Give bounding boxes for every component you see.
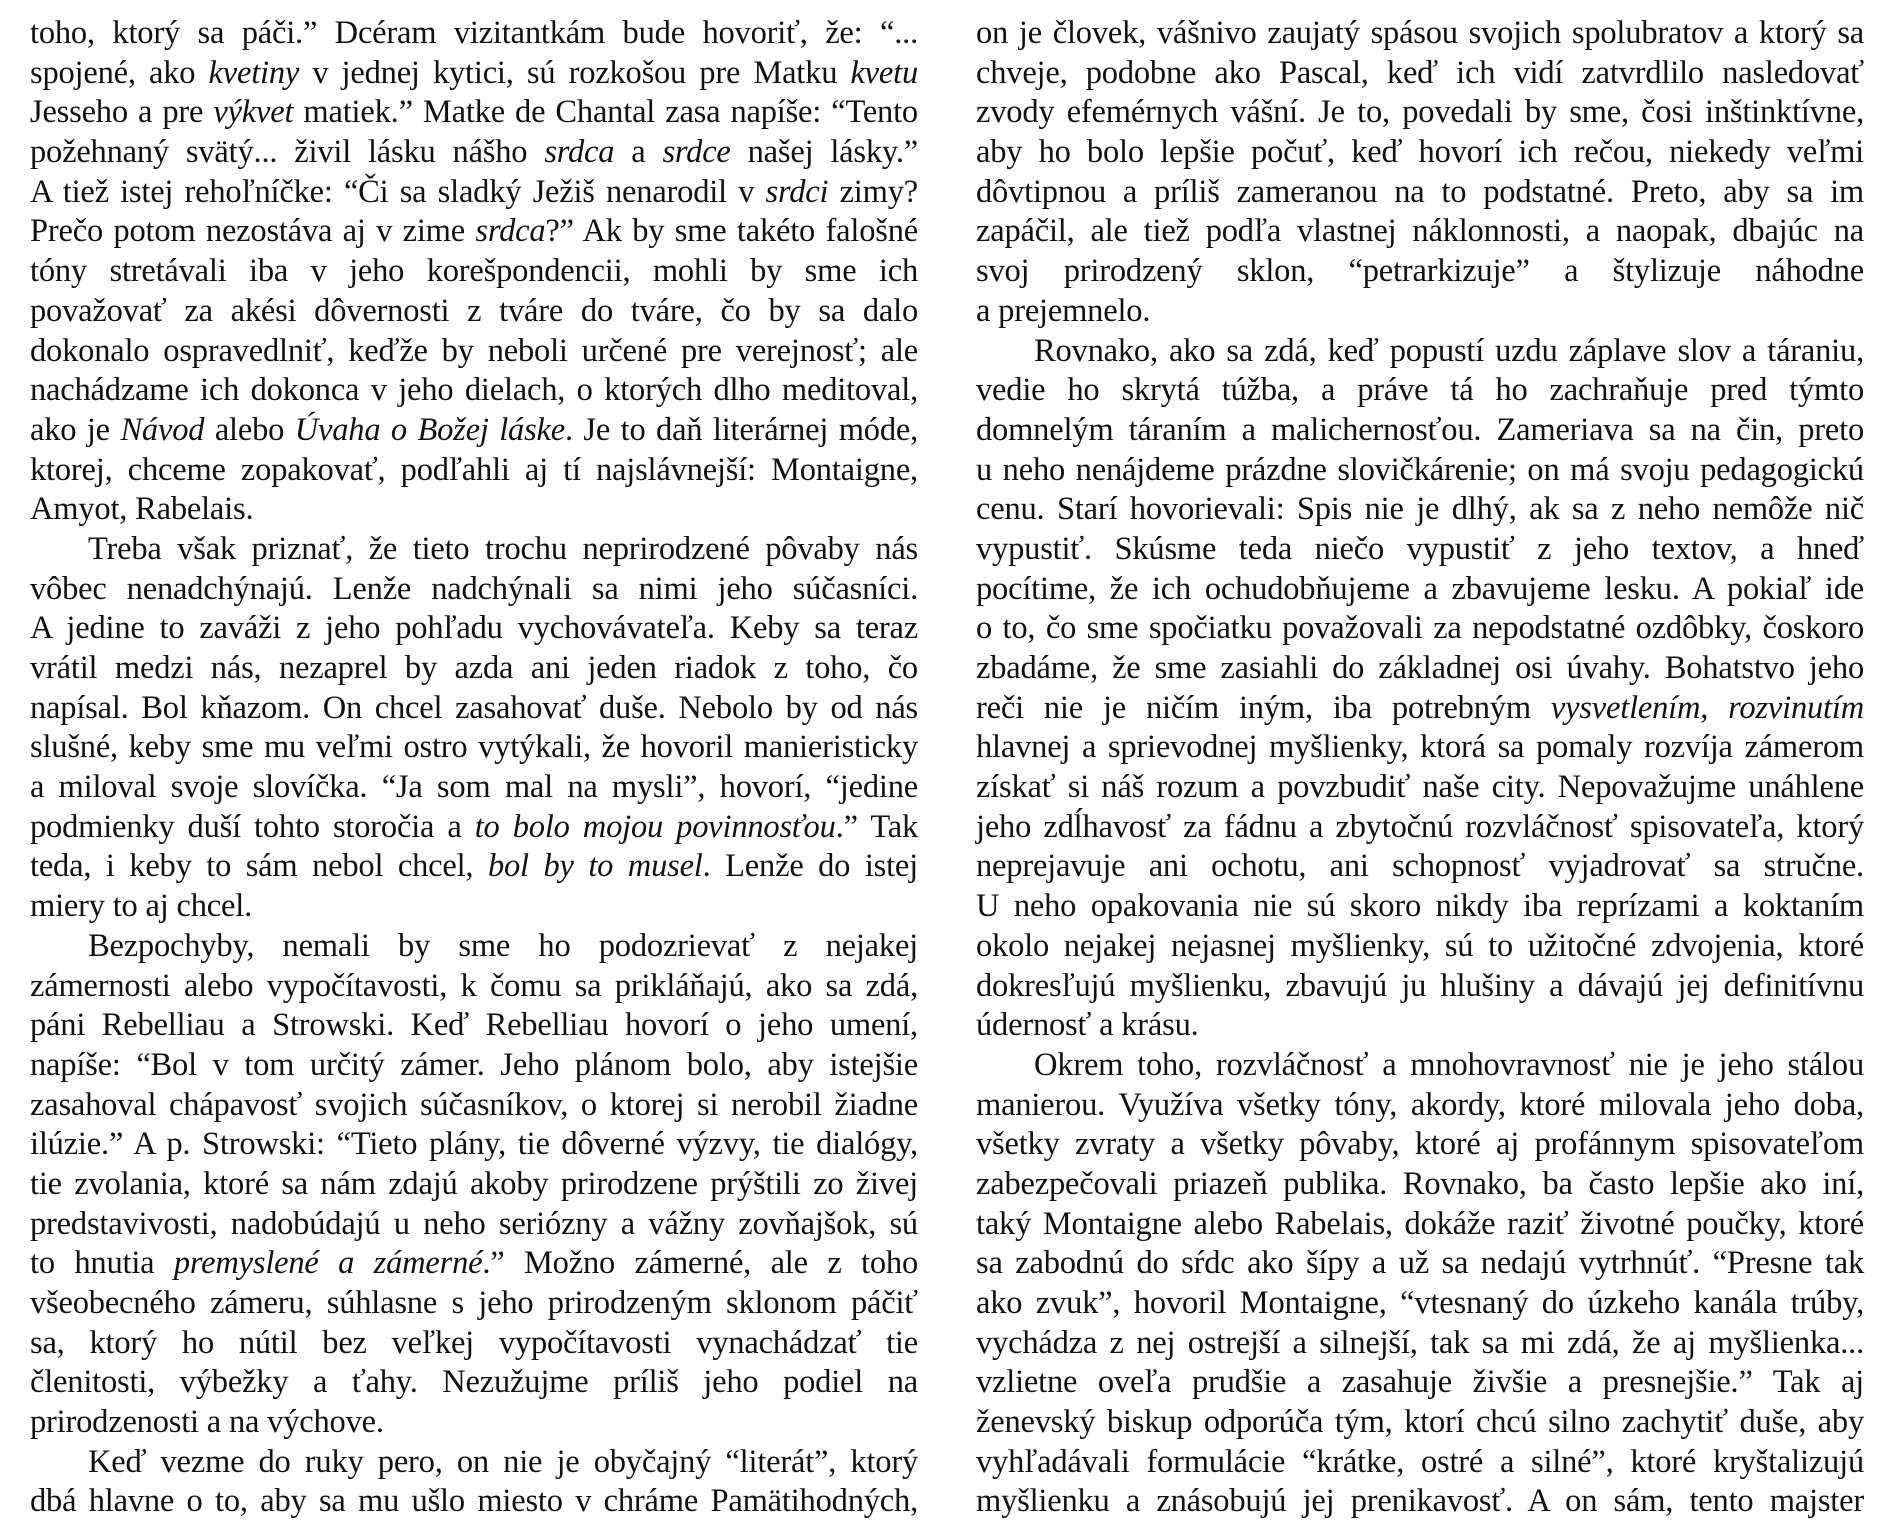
text-line <box>976 371 1864 411</box>
italic-text: premyslené a zámerné <box>173 1245 483 1282</box>
text-run: dokresľujú myšlienku, zbavujú ju hlušiny a dávajú jej definitívnu <box>976 967 1864 1004</box>
text-line <box>976 1482 1864 1522</box>
text-line <box>30 1165 918 1205</box>
text-run: miery to aj chcel. <box>30 888 252 925</box>
text-run: zasahoval chápavosť svojich súčasníkov, o ktorej si nerobil žiadne <box>30 1086 918 1123</box>
text-line <box>976 411 1864 451</box>
text-run: tóny stretávali iba v jeho korešpondencii, mohli by sme ich <box>30 253 918 290</box>
text-line <box>976 133 1864 173</box>
text-line <box>30 1125 918 1165</box>
text-run: zapáčil, ale tiež podľa vlastnej náklonnosti, a naopak, dbajúc na <box>976 213 1864 250</box>
text-run: .” Tak <box>835 808 918 845</box>
paragraph-first-line <box>30 1443 918 1483</box>
text-line <box>976 54 1864 94</box>
text-run: toho, ktorý sa páči.” Dcéram vizitantkám bude hovoriť, že: “... <box>30 15 918 51</box>
italic-text: výkvet <box>213 94 294 131</box>
text-run: vypustiť. Skúsme teda niečo vypustiť z jeho textov, a hneď <box>976 530 1864 567</box>
text-run: vyhľadávali formulácie “krátke, ostré a silné”, ktoré kryštalizujú <box>976 1443 1864 1480</box>
text-run: a prejemnelo. <box>976 292 1151 329</box>
text-run: . Je to daň literárnej móde, <box>564 411 919 448</box>
text-run: našej lásky.” <box>730 134 918 171</box>
text-run: taký Montaigne alebo Rabelais, dokáže raziť životné poučky, ktoré <box>976 1205 1864 1242</box>
text-line <box>976 93 1864 133</box>
text-line <box>976 1403 1864 1443</box>
text-line <box>30 54 918 94</box>
text-run: zabezpečovali priazeň publika. Rovnako, ba často lepšie ako iní, <box>976 1165 1864 1202</box>
text-line <box>976 1363 1864 1403</box>
italic-text: srdca <box>475 213 546 250</box>
text-line <box>30 173 918 213</box>
text-line <box>30 1244 918 1284</box>
italic-text: srdce <box>662 134 731 171</box>
italic-text: vysvetlením, rozvinutím <box>1550 689 1864 726</box>
text-line <box>976 887 1864 927</box>
text-line <box>30 1205 918 1245</box>
text-line <box>30 292 918 332</box>
text-line <box>30 609 918 649</box>
text-line <box>30 93 918 133</box>
text-line <box>30 689 918 729</box>
text-run: vrátil medzi nás, nezaprel by azda ani jeden riadok z toho, čo <box>30 650 918 686</box>
text-run: ilúzie.” A p. Strowski: “Tieto plány, tie dôverné výzvy, tie dialógy, <box>30 1126 918 1163</box>
text-run: napísal. Bol kňazom. On chcel zasahovať duše. Nebolo by od nás <box>30 689 918 726</box>
text-line <box>30 1403 918 1443</box>
text-run: Bezpochyby, nemali by sme ho podozrievať z nejakej <box>88 927 918 964</box>
text-run: sa, ktorý ho nútil bez veľkej vypočítavosti vynachádzať tie <box>30 1324 918 1361</box>
text-run: U neho opakovania nie sú skoro nikdy iba reprízami a koktaním <box>976 888 1864 925</box>
text-line <box>976 14 1864 54</box>
text-run: matiek.” Matke de Chantal zasa napíše: “Tento <box>293 94 918 131</box>
text-run: spojené, ako <box>30 54 209 91</box>
text-run: u neho nenájdeme prázdne slovičkárenie; on má svoju pedagogickú <box>976 451 1864 488</box>
text-line <box>976 212 1864 252</box>
text-run: zvody efemérnych vášní. Je to, povedali by sme, čosi inštinktívne, <box>976 94 1864 131</box>
text-run: zimy? <box>828 173 918 210</box>
text-run: cenu. Starí hovorievali: Spis nie je dlhý, ak sa z neho nemôže nič <box>976 491 1864 528</box>
text-run: zámernosti alebo vypočítavosti, k čomu sa prikláňajú, ako sa zdá, <box>30 967 918 1004</box>
text-run: reči nie je ničím iným, iba potrebným <box>976 689 1551 726</box>
text-line <box>30 967 918 1007</box>
text-line <box>976 292 1864 332</box>
text-run: prirodzenosti a na výchove. <box>30 1404 384 1441</box>
text-run: alebo <box>204 411 295 448</box>
text-run: sa zabodnú do sŕdc ako šípy a už sa nedajú vytrhnúť. “Presne tak <box>976 1245 1864 1282</box>
text-run: Prečo potom nezostáva aj v zime <box>30 213 476 250</box>
text-run: v jednej kytici, sú rozkošou pre Matku <box>299 54 851 91</box>
text-run: vychádza z nej ostrejší a silnejší, tak sa mi zdá, že aj myšlienka... <box>976 1324 1864 1361</box>
text-line <box>30 371 918 411</box>
text-run: tie zvolania, ktoré sa nám zdajú akoby prirodzene prýštili zo živej <box>30 1165 918 1202</box>
text-run: považovať za akési dôvernosti z tváre do tváre, čo by sa dalo <box>30 292 918 329</box>
paragraph-first-line <box>976 332 1864 372</box>
text-run: vedie ho skrytá túžba, a práve tá ho zachraňuje pred týmto <box>976 372 1864 409</box>
text-run: predstavivosti, nadobúdajú u neho seriózny a vážny zovňajšok, sú <box>30 1205 918 1242</box>
italic-text: srdca <box>544 134 615 171</box>
paragraph-first-line <box>30 927 918 967</box>
text-line <box>30 212 918 252</box>
italic-text: bol by to musel <box>487 848 703 885</box>
text-line <box>30 1046 918 1086</box>
text-run: ktorej, chceme zopakovať, podľahli aj tí najslávnejší: Montaigne, <box>30 451 918 488</box>
text-line <box>30 847 918 887</box>
text-line <box>976 173 1864 213</box>
text-line <box>30 411 918 451</box>
text-line <box>976 967 1864 1007</box>
text-line <box>30 1324 918 1364</box>
text-run: teda, i keby to sám nebol chcel, <box>30 848 488 885</box>
text-line <box>976 252 1864 292</box>
text-line <box>30 768 918 808</box>
text-run: požehnaný svätý... živil lásku nášho <box>30 134 545 171</box>
text-line <box>30 451 918 491</box>
italic-text: srdci <box>765 173 829 210</box>
text-run: dbá hlavne o to, aby sa mu ušlo miesto v chráme Pamätihodných, <box>30 1483 918 1520</box>
text-line <box>976 649 1864 689</box>
text-run: napíše: “Bol v tom určitý zámer. Jeho plánom bolo, aby istejšie <box>30 1046 918 1083</box>
text-run: slušné, keby sme mu veľmi ostro vytýkali, že hovoril manieristicky <box>30 729 918 766</box>
text-line <box>30 887 918 927</box>
text-line <box>30 570 918 610</box>
text-run: . Lenže do istej <box>702 848 918 885</box>
text-run: členitosti, výbežky a ťahy. Nezužujme príliš jeho podiel na <box>30 1364 918 1401</box>
text-run: domnelým táraním a malichernosťou. Zameriava sa na čin, preto <box>976 411 1864 448</box>
text-run: Keď vezme do ruky pero, on nie je obyčajný “literát”, ktorý <box>88 1443 918 1480</box>
text-line <box>30 728 918 768</box>
text-line <box>976 689 1864 729</box>
text-run: ?” Ak by sme takéto falošné <box>545 213 918 250</box>
text-line <box>976 847 1864 887</box>
text-line <box>976 490 1864 530</box>
text-run: manierou. Využíva všetky tóny, akordy, ktoré milovala jeho doba, <box>976 1086 1864 1123</box>
text-run: ako zvuk”, hovoril Montaigne, “vtesnaný do úzkeho kanála trúby, <box>976 1285 1864 1321</box>
text-line <box>976 1244 1864 1284</box>
text-line <box>30 490 918 530</box>
text-line <box>30 1482 918 1522</box>
text-line <box>976 451 1864 491</box>
text-line <box>976 1165 1864 1205</box>
text-run: a <box>614 134 663 171</box>
text-run: Amyot, Rabelais. <box>30 491 254 528</box>
text-line <box>30 808 918 848</box>
text-run: zbadáme, že sme zasiahli do základnej osi úvahy. Bohatstvo jeho <box>976 650 1864 686</box>
text-run: páni Rebelliau a Strowski. Keď Rebelliau hovorí o jeho umení, <box>30 1007 918 1044</box>
text-run: všeobecného zámeru, súhlasne s jeho prirodzeným sklonom páčiť <box>30 1285 918 1321</box>
text-run: Jesseho a pre <box>30 94 214 131</box>
text-run: údernosť a krásu. <box>976 1007 1199 1044</box>
text-line <box>976 1443 1864 1483</box>
text-line <box>976 530 1864 570</box>
text-run: neprejavuje ani ochotu, ani schopnosť vyjadrovať sa stručne. <box>976 848 1864 885</box>
text-run: hlavnej a sprievodnej myšlienky, ktorá sa pomaly rozvíja zámerom <box>976 729 1864 766</box>
text-run: Rovnako, ako sa zdá, keď popustí uzdu záplave slov a táraniu, <box>1034 332 1864 369</box>
text-run: ženevský biskup odporúča tým, ktorí chcú silno zachytiť duše, aby <box>976 1404 1864 1441</box>
italic-text: kvetu <box>850 54 918 91</box>
text-line <box>976 768 1864 808</box>
text-line <box>30 332 918 372</box>
italic-text: to bolo mojou povinnosťou <box>474 808 836 845</box>
text-run: o to, čo sme spočiatku považovali za nepodstatné ozdôbky, čoskoro <box>976 610 1864 647</box>
text-line <box>30 14 918 54</box>
text-line <box>976 1284 1864 1324</box>
text-run: Okrem toho, rozvláčnosť a mnohovravnosť nie je jeho stálou <box>1034 1046 1864 1083</box>
text-run: on je človek, vášnivo zaujatý spásou svojich spolubratov a ktorý sa <box>976 15 1864 51</box>
text-line <box>976 1324 1864 1364</box>
text-line <box>30 252 918 292</box>
text-run: .” Možno zámerné, ale z toho <box>482 1245 918 1282</box>
text-run: jeho zdĺhavosť za fádnu a zbytočnú rozvláčnosť spisovateľa, ktorý <box>976 808 1864 845</box>
italic-text: Úvaha o Božej láske <box>294 411 565 448</box>
text-run: ako je <box>30 411 121 448</box>
text-run: a miloval svoje slovíčka. “Ja som mal na mysli”, hovorí, “jedine <box>30 769 918 806</box>
text-column-right <box>976 14 1864 1522</box>
text-line <box>976 1125 1864 1165</box>
text-run: aby ho bolo lepšie počuť, keď hovorí ich rečou, niekedy veľmi <box>976 134 1864 171</box>
text-run: vzlietne oveľa prudšie a zasahuje živšie a presnejšie.” Tak aj <box>976 1364 1864 1401</box>
text-run: dokonalo ospravedlniť, keďže by neboli určené pre verejnosť; ale <box>30 332 918 369</box>
text-run: všetky zvraty a všetky pôvaby, ktoré aj profánnym spisovateľom <box>976 1126 1864 1163</box>
text-run: vôbec nenadchýnajú. Lenže nadchýnali sa nimi jeho súčasníci. <box>30 570 918 607</box>
italic-text: kvetiny <box>208 54 300 91</box>
italic-text: Návod <box>120 411 205 448</box>
text-run: myšlienku a znásobujú jej prenikavosť. A on sám, tento majster <box>976 1483 1864 1520</box>
text-run: pocítime, že ich ochudobňujeme a zbavujeme lesku. A pokiaľ ide <box>976 570 1864 607</box>
text-line <box>976 808 1864 848</box>
text-line <box>976 609 1864 649</box>
text-run: Treba však priznať, že tieto trochu neprirodzené pôvaby nás <box>88 530 918 567</box>
text-run: podmienky duší tohto storočia a <box>30 808 475 845</box>
text-line <box>30 1284 918 1324</box>
text-line <box>976 570 1864 610</box>
text-line <box>976 1006 1864 1046</box>
text-run: okolo nejakej nejasnej myšlienky, sú to užitočné zdvojenia, ktoré <box>976 927 1864 964</box>
text-line <box>976 1086 1864 1126</box>
text-run: A tiež istej rehoľníčke: “Či sa sladký Ježiš nenarodil v <box>30 173 766 210</box>
text-line <box>30 1086 918 1126</box>
text-run: získať si náš rozum a povzbudiť naše city. Nepovažujme unáhlene <box>976 769 1864 806</box>
text-run: chveje, podobne ako Pascal, keď ich vidí zatvrdlilo nasledovať <box>976 54 1864 91</box>
text-run: svoj prirodzený sklon, “petrarkizuje” a štylizuje náhodne <box>976 253 1864 290</box>
text-line <box>976 728 1864 768</box>
paragraph-first-line <box>976 1046 1864 1086</box>
text-line <box>30 1363 918 1403</box>
text-run: dôvtipnou a príliš zameranou na to podstatné. Preto, aby sa im <box>976 173 1864 210</box>
text-column-left <box>30 14 918 1522</box>
text-line <box>976 1205 1864 1245</box>
text-line <box>30 1006 918 1046</box>
text-run: A jedine to zaváži z jeho pohľadu vychovávateľa. Keby sa teraz <box>30 610 918 647</box>
text-line <box>976 927 1864 967</box>
paragraph-first-line <box>30 530 918 570</box>
text-line <box>30 133 918 173</box>
text-run: to hnutia <box>30 1245 174 1282</box>
text-run: nachádzame ich dokonca v jeho dielach, o ktorých dlho meditoval, <box>30 372 918 409</box>
text-line <box>30 649 918 689</box>
